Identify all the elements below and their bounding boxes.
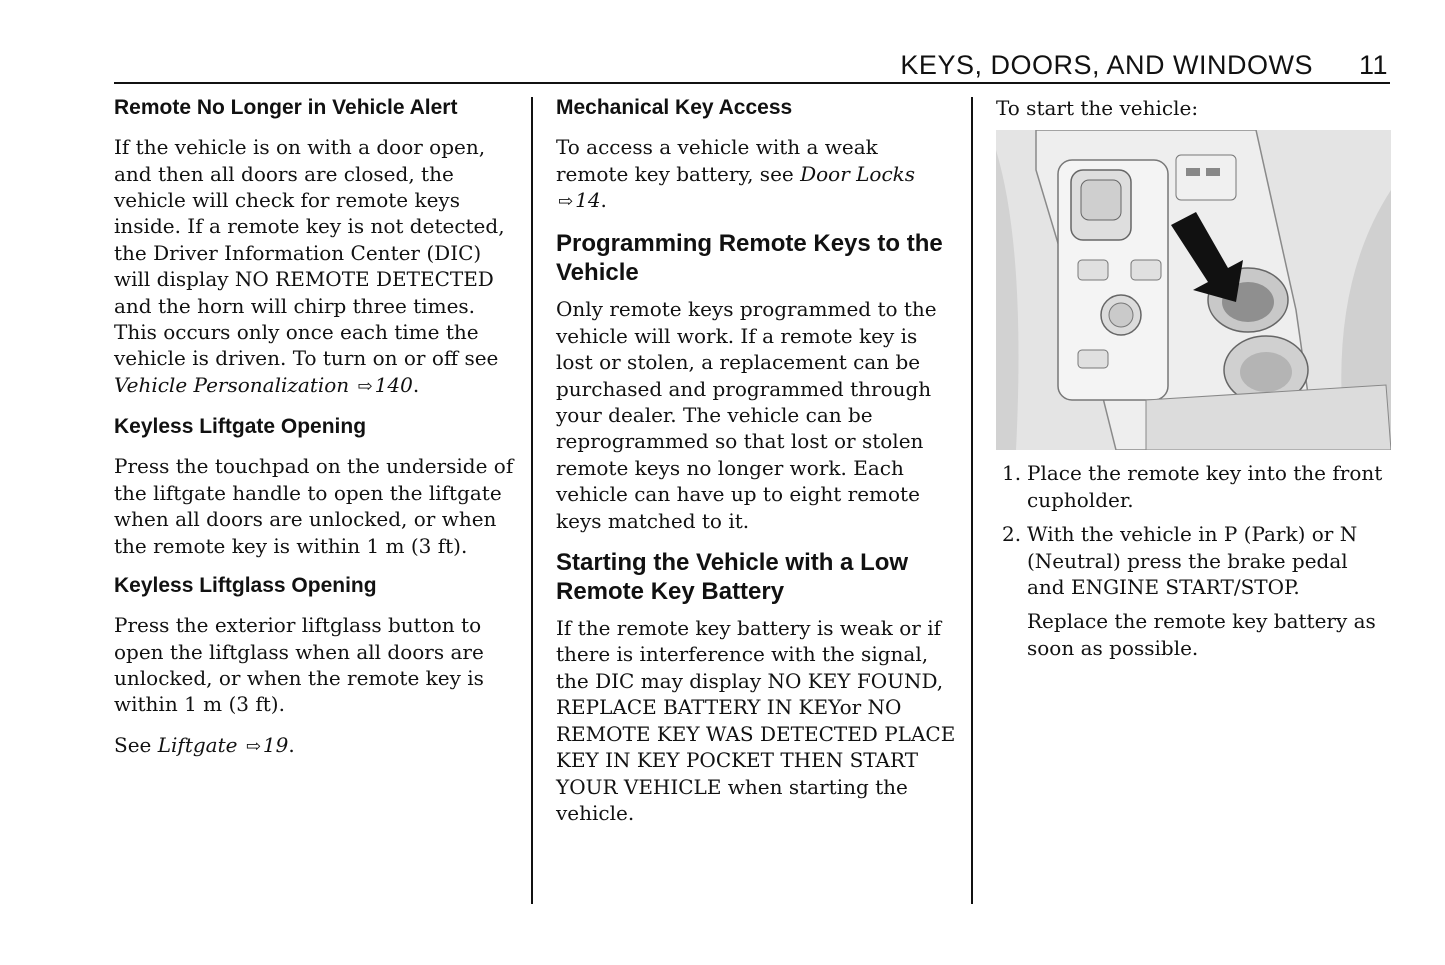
paragraph-programming-keys: Only remote keys programmed to the vehicle will work. If a remote key is lost or stolen, a replacement can be purchased and programmed through your dealer. The vehicle can be reprogrammed so that lost or stolen remote keys no longer work. Each vehicle can have up to eight remote keys matched to it. [556, 297, 937, 533]
column-1 [114, 95, 514, 774]
xref-door-locks[interactable]: Door Locks ⇨ 14 [558, 161, 916, 212]
xref-liftgate[interactable]: Liftgate ⇨ 19 [157, 732, 289, 757]
page-reference-arrow-icon: ⇨ [245, 735, 261, 757]
page-reference-arrow-icon: ⇨ [558, 191, 574, 212]
heading-keyless-liftglass: Keyless Liftglass Opening [114, 574, 377, 598]
column-2 [556, 95, 956, 840]
list-item: 2. With the vehicle in P (Park) or N (Neutral) press the brake pedal and ENGINE START/STOP. [1002, 522, 1358, 600]
page-number: 11 [1358, 49, 1388, 80]
page-header [114, 48, 1390, 84]
cupholder-illustration [996, 130, 1391, 450]
column-3 [996, 95, 1391, 675]
list-item: 1. Place the remote key into the front cupholder. [1002, 461, 1383, 512]
paragraph-keyless-liftgate: Press the touchpad on the underside of the liftgate handle to open the liftgate when all doors are unlocked, or when the remote key is within 1 m (3 ft). [114, 454, 514, 558]
column-divider [971, 97, 973, 904]
section-title: KEYS, DOORS, AND WINDOWS [900, 49, 1313, 80]
paragraph-starting-low-battery: If the remote key battery is weak or if there is interference with the signal, the DIC may display NO KEY FOUND, REPLACE BATTERY IN KEYor NO REMOTE KEY WAS DETECTED PLACE KEY IN KEY POCKET THEN START YOUR VEHICLE when starting the vehicle. [556, 616, 956, 825]
paragraph-mechanical-key: To access a vehicle with a weak remote key battery, see Door Locks ⇨ 14. [556, 135, 916, 212]
intro-text: To start the vehicle: [996, 96, 1199, 120]
paragraph-keyless-liftglass: Press the exterior liftglass button to open the liftglass when all doors are unlocked, or when the remote key is within 1 m (3 ft). [114, 613, 484, 717]
xref-vehicle-personalization[interactable]: Vehicle Personalization ⇨ 140 [114, 372, 413, 397]
page-reference-arrow-icon: ⇨ [357, 375, 373, 397]
heading-mechanical-key: Mechanical Key Access [556, 96, 793, 119]
column-divider [531, 97, 533, 904]
see-liftgate-reference: See Liftgate ⇨ 19. [114, 732, 295, 757]
start-steps-list [996, 460, 1391, 600]
heading-programming-keys: Programming Remote Keys to the Vehicle [556, 230, 943, 287]
heading-starting-low-battery: Starting the Vehicle with a Low Remote Key Battery [556, 549, 909, 606]
step-note: Replace the remote key battery as soon as possible. [1027, 609, 1376, 660]
paragraph-remote-alert: If the vehicle is on with a door open, and then all doors are closed, the vehicle will check for remote keys inside. If a remote key is not detected, the Driver Information Center (DIC) will display NO REMOTE DETECTED and the horn will chirp three times. This occurs only once each time the vehicle is driven. To turn on or off see Vehicle Personalization ⇨ 140. [114, 135, 505, 397]
heading-keyless-liftgate: Keyless Liftgate Opening [114, 415, 367, 439]
heading-remote-alert: Remote No Longer in Vehicle Alert [114, 96, 458, 119]
